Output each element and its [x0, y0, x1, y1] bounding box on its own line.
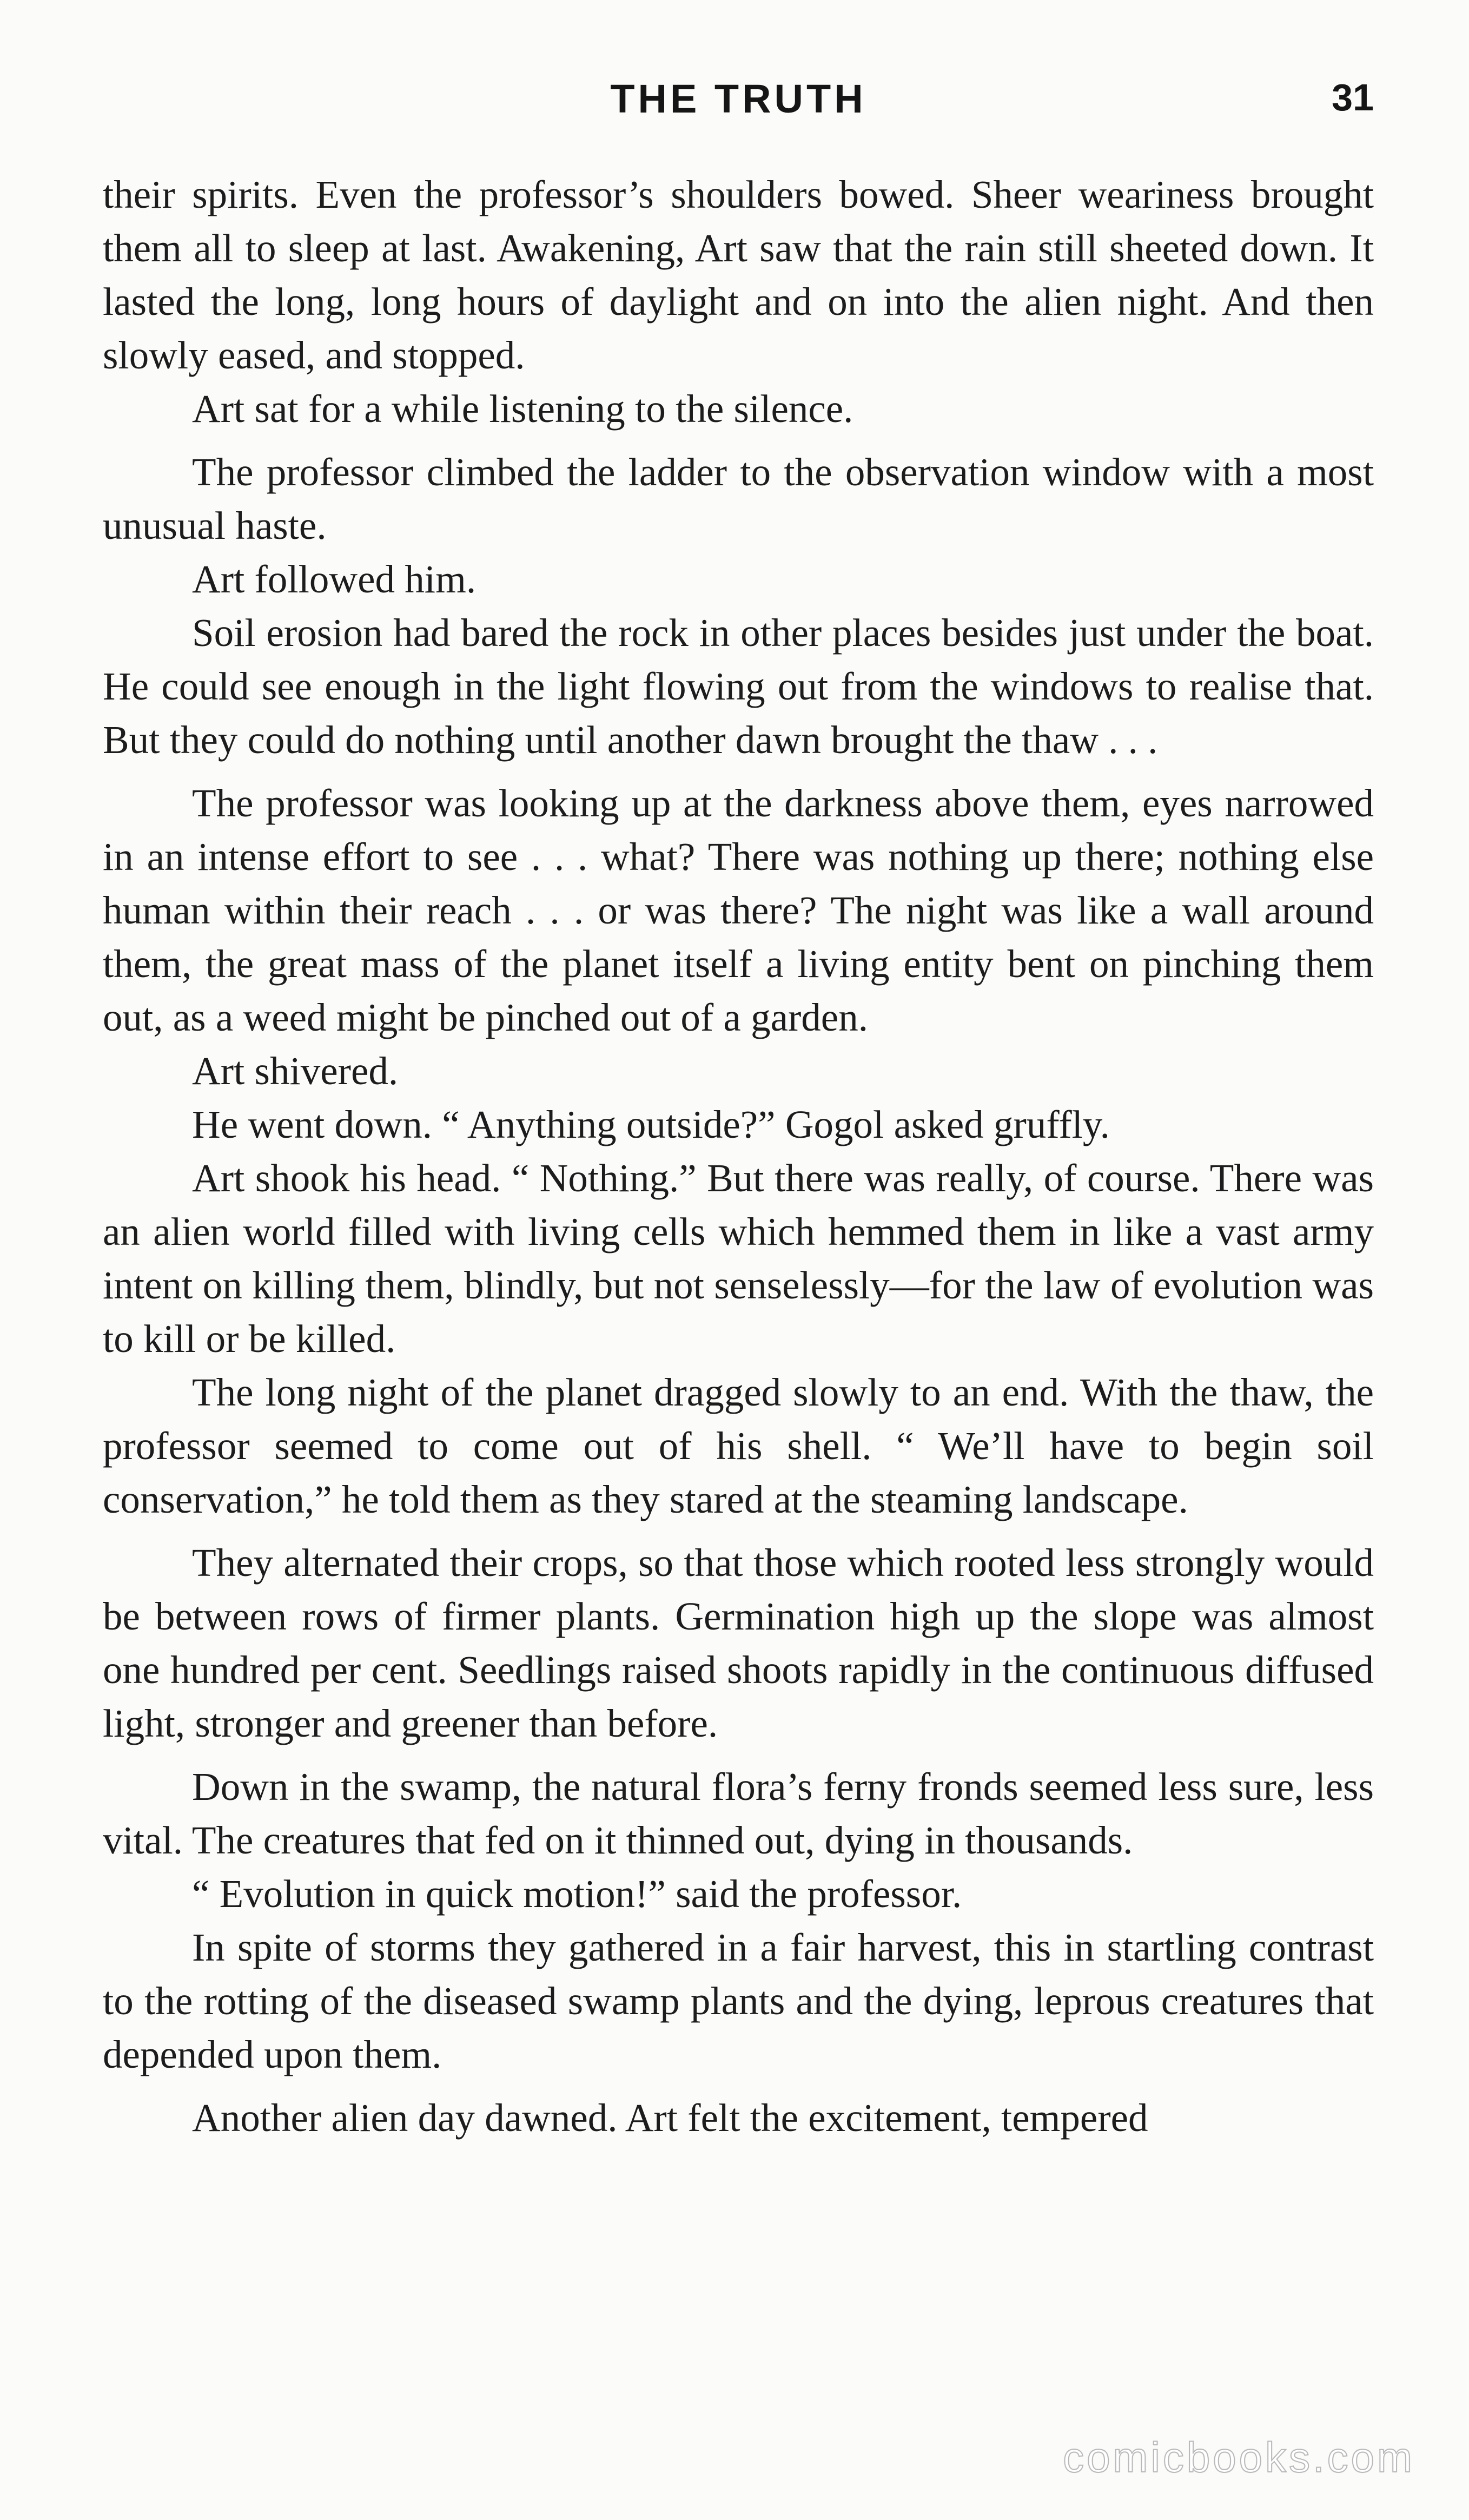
- paragraph: The professor was looking up at the darkness above them, eyes narrowed in an intense effort to see . . . what? There was nothing up there; nothing else human within their reach . . . or was there? The night was like a wall around them, the great mass of the planet itself a living entity bent on pinching them out, as a weed might be pinched out of a garden.: [103, 781, 1374, 1039]
- paragraph: In spite of storms they gathered in a fair harvest, this in startling contrast to the rotting of the diseased swamp plants and the dying, leprous creatures that depended upon them.: [103, 1925, 1374, 2076]
- page-number: 31: [1332, 76, 1374, 118]
- site-watermark: comicbooks.com: [1063, 2433, 1415, 2481]
- paragraph: He went down. “ Anything outside?” Gogol asked gruffly.: [192, 1103, 1110, 1146]
- paragraph-continued: their spirits. Even the professor’s shoulders bowed. Sheer weariness brought them all to sleep at last. Awakening, Art saw that the rain still sheeted down. It lasted the long, long hours of daylight and on into the alien night. And then slowly eased, and stopped.: [103, 173, 1374, 377]
- paragraph: Down in the swamp, the natural flora’s ferny fronds seemed less sure, less vital. The creatures that fed on it thinned out, dying in thousands.: [103, 1765, 1374, 1862]
- page-text: [103, 168, 1374, 2145]
- paragraph: The professor climbed the ladder to the observation window with a most unusual haste.: [103, 450, 1374, 547]
- paragraph: Art shivered.: [192, 1049, 399, 1093]
- paragraph: “ Evolution in quick motion!” said the professor.: [192, 1872, 962, 1916]
- paragraph: Art sat for a while listening to the silence.: [192, 387, 853, 431]
- paragraph: They alternated their crops, so that those which rooted less strongly would be between rows of firmer plants. Germination high up the slope was almost one hundred per cent. Seedlings raised shoots rapidly in the continuous diffused light, stronger and greener than before.: [103, 1541, 1374, 1745]
- chapter-title: THE TRUTH: [610, 76, 866, 121]
- paragraph: Soil erosion had bared the rock in other places besides just under the boat. He could see enough in the light flowing out from the windows to realise that. But they could do nothing until another dawn brought the thaw . . .: [103, 611, 1374, 762]
- paragraph: Another alien day dawned. Art felt the excitement, tempered: [192, 2096, 1148, 2140]
- paragraph: Art followed him.: [192, 557, 477, 601]
- paragraph: The long night of the planet dragged slowly to an end. With the thaw, the professor seemed to come out of his shell. “ We’ll have to begin soil conservation,” he told them as they stared at the steaming landscape.: [103, 1370, 1374, 1521]
- running-header: [103, 65, 1374, 135]
- paragraph: Art shook his head. “ Nothing.” But there was really, of course. There was an alien world filled with living cells which hemmed them in like a vast army intent on killing them, blindly, but not senselessly—for the law of evolution was to kill or be killed.: [103, 1156, 1374, 1361]
